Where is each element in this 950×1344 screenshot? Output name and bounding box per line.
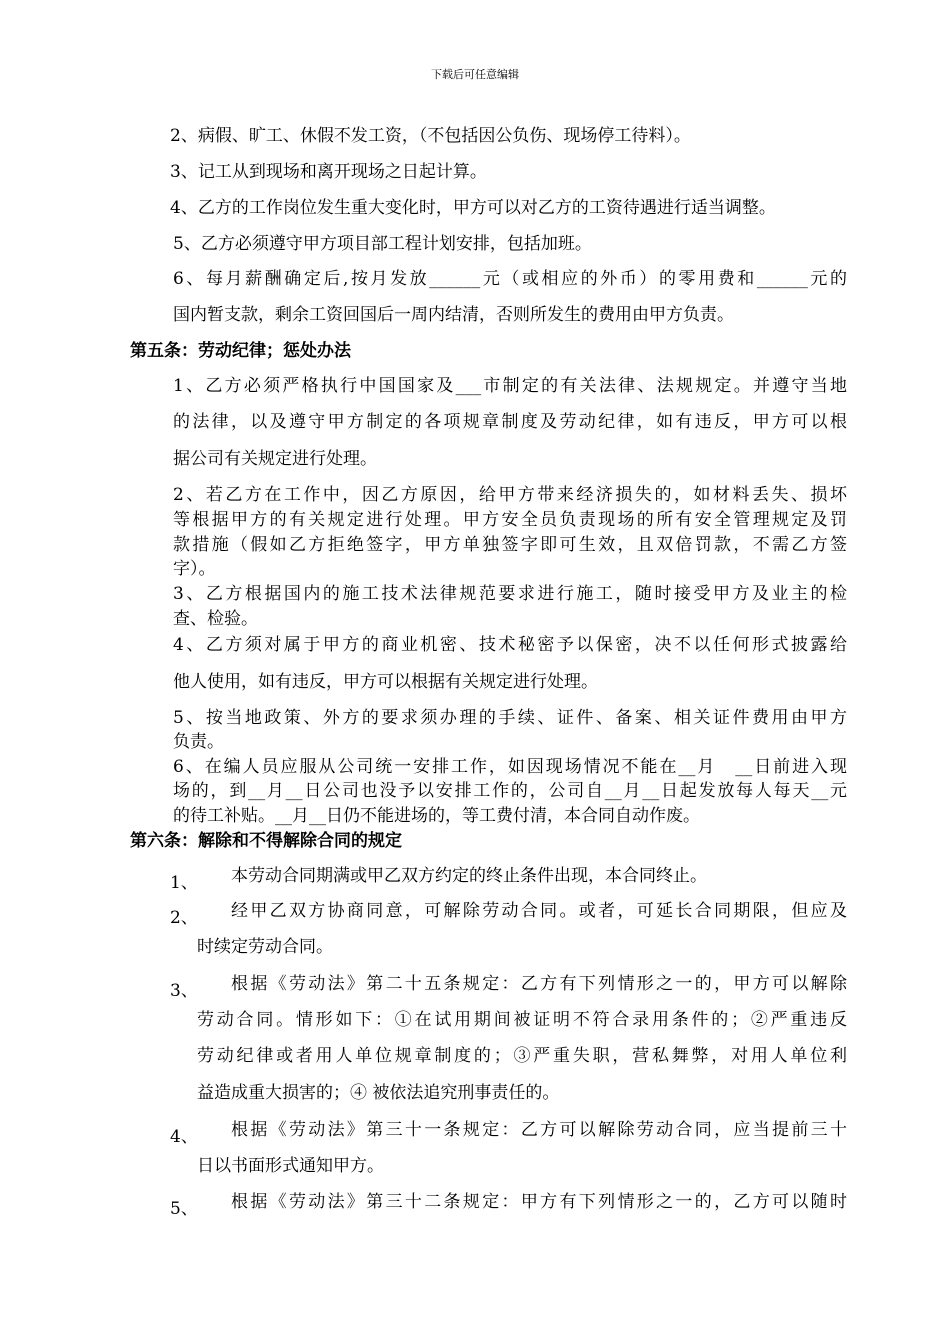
- art5-line: 5、按当地政策、外方的要求须办理的手续、证件、备案、相关证件费用由甲方: [173, 708, 847, 728]
- art6-line: 日以书面形式通知甲方。: [197, 1156, 384, 1176]
- art5-line: 1、乙方必须严格执行中国国家及___市制定的有关法律、法规规定。并遵守当地: [173, 376, 847, 396]
- art6-line: 劳动合同。情形如下：①在试用期间被证明不符合录用条件的；②严重违反: [197, 1010, 847, 1030]
- pay-item-3: 3、记工从到现场和离开现场之日起计算。: [170, 162, 487, 182]
- art6-item-number: 1、: [170, 873, 198, 893]
- art5-line: 据公司有关规定进行处理。: [173, 449, 377, 469]
- art6-line: 劳动纪律或者用人单位规章制度的；③严重失职，营私舞弊，对用人单位利: [197, 1046, 847, 1066]
- art5-line: 款措施（假如乙方拒绝签字，甲方单独签字即可生效，且双倍罚款，不需乙方签: [173, 535, 847, 555]
- art5-line: 3、乙方根据国内的施工技术法律规范要求进行施工，随时接受甲方及业主的检: [173, 584, 847, 604]
- art5-line: 的待工补贴。__月__日仍不能进场的，等工费付清，本合同自动作废。: [173, 806, 700, 826]
- pay-item-6-cont: 国内暂支款，剩余工资回国后一周内结清，否则所发生的费用由甲方负责。: [173, 305, 734, 325]
- art5-line: 4、乙方须对属于甲方的商业机密、技术秘密予以保密，决不以任何形式披露给: [173, 635, 847, 655]
- pay-item-4: 4、乙方的工作岗位发生重大变化时，甲方可以对乙方的工资待遇进行适当调整。: [170, 198, 776, 218]
- art6-line: 益造成重大损害的；④ 被依法追究刑事责任的。: [197, 1083, 560, 1103]
- art6-line: 根据《劳动法》第三十一条规定：乙方可以解除劳动合同，应当提前三十: [231, 1120, 847, 1140]
- page-header: 下载后可任意编辑: [431, 68, 519, 81]
- art5-line: 他人使用，如有违反，甲方可以根据有关规定进行处理。: [173, 672, 598, 692]
- art6-item-number: 3、: [170, 981, 198, 1001]
- art5-line: 查、检验。: [173, 609, 258, 629]
- art5-line: 负责。: [173, 732, 224, 752]
- art5-line: 6、在编人员应服从公司统一安排工作，如因现场情况不能在__月 __日前进入现: [173, 757, 847, 777]
- pay-item-6: 6、每月薪酬确定后,按月发放______元（或相应的外币）的零用费和______元的: [173, 269, 847, 289]
- pay-item-2: 2、病假、旷工、休假不发工资，（不包括因公负伤、现场停工待料）。: [170, 126, 691, 146]
- art5-line: 字）。: [173, 559, 216, 579]
- article-6-title: 第六条：解除和不得解除合同的规定: [130, 831, 402, 851]
- art6-line: 根据《劳动法》第三十二条规定：甲方有下列情形之一的，乙方可以随时: [231, 1192, 847, 1212]
- art6-item-number: 5、: [170, 1199, 198, 1219]
- art5-line: 的法律，以及遵守甲方制定的各项规章制度及劳动纪律，如有违反，甲方可以根: [173, 412, 847, 432]
- art6-line: 时续定劳动合同。: [197, 937, 333, 957]
- art6-line: 根据《劳动法》第二十五条规定：乙方有下列情形之一的，甲方可以解除: [231, 974, 847, 994]
- art6-item-number: 4、: [170, 1127, 198, 1147]
- art6-item-number: 2、: [170, 908, 198, 928]
- article-5-title: 第五条：劳动纪律；惩处办法: [130, 341, 351, 361]
- pay-item-5: 5、乙方必须遵守甲方项目部工程计划安排，包括加班。: [173, 234, 592, 254]
- art5-line: 2、若乙方在工作中，因乙方原因，给甲方带来经济损失的，如材料丢失、损坏: [173, 485, 847, 505]
- art6-line: 经甲乙双方协商同意，可解除劳动合同。或者，可延长合同期限，但应及: [231, 901, 847, 921]
- art5-line: 场的，到__月__日公司也没予以安排工作的，公司自__月__日起发放每人每天__元: [173, 781, 847, 801]
- art5-line: 等根据甲方的有关规定进行处理。甲方安全员负责现场的所有安全管理规定及罚: [173, 510, 847, 530]
- art6-line: 本劳动合同期满或甲乙双方约定的终止条件出现，本合同终止。: [231, 866, 707, 886]
